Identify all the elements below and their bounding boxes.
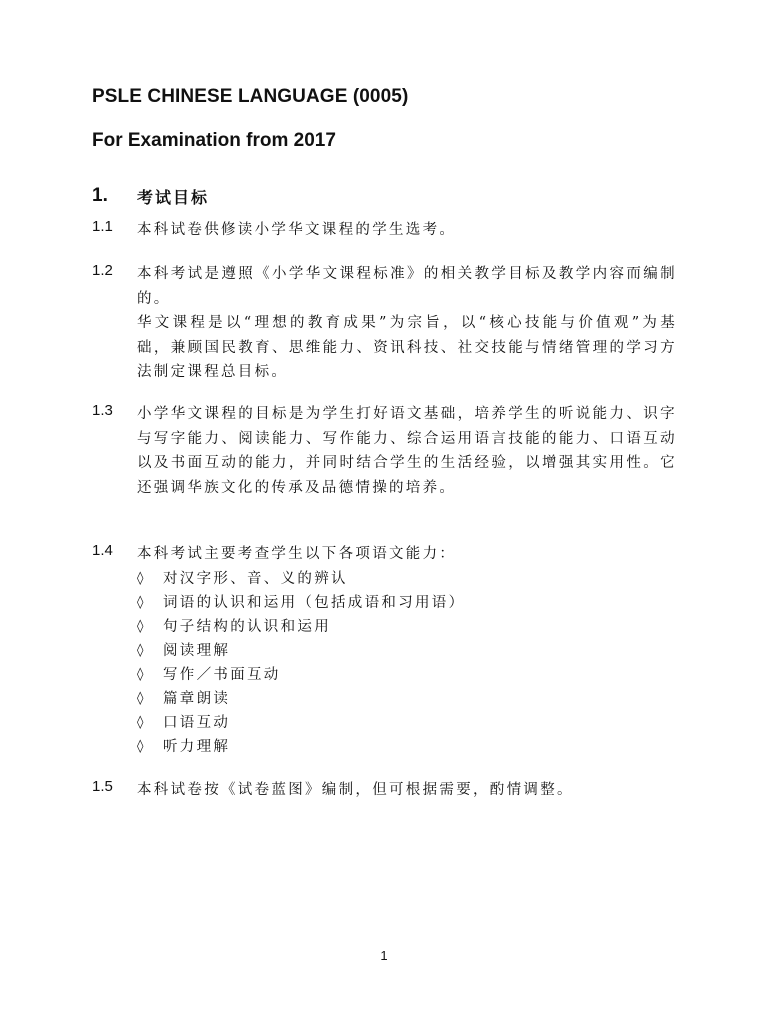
item-paragraph: 本科考试是遵照《小学华文课程标准》的相关教学目标及教学内容而编制的。 [137,266,677,307]
item-paragraph: 小学华文课程的目标是为学生打好语文基础，培养学生的听说能力、识字与写字能力、阅读能力、写作能力、综合运用语言技能的能力、口语互动以及书面互动的能力，并同时结合学生的生活经验，以增强其实用性。它还强调华族文化的传承及品德情操的培养。 [137,406,677,496]
list-item: ◊ 词语的认识和运用（包括成语和习用语） [137,591,677,615]
diamond-bullet-icon: ◊ [137,666,144,682]
item-number: 1.2 [92,262,113,279]
item-body [137,262,677,385]
diamond-bullet-icon: ◊ [137,594,144,610]
item-number: 1.3 [92,402,113,419]
item-intro: 本科考试主要考查学生以下各项语文能力： [137,546,457,562]
item-number: 1.5 [92,778,113,795]
diamond-bullet-icon: ◊ [137,738,144,754]
list-item: ◊ 句子结构的认识和运用 [137,615,677,639]
item-body [137,218,677,243]
diamond-bullet-icon: ◊ [137,714,144,730]
list-item: ◊ 口语互动 [137,711,677,735]
page-number: 1 [380,948,388,963]
section-title: 考试目标 [137,188,210,207]
item-paragraph: 华文课程是以“理想的教育成果”为宗旨，以“核心技能与价值观”为基础，兼顾国民教育、思维能力、资讯科技、社交技能与情绪管理的学习方法制定课程总目标。 [137,315,677,380]
diamond-bullet-icon: ◊ [137,642,144,658]
diamond-bullet-icon: ◊ [137,690,144,706]
document-subtitle: For Examination from 2017 [92,130,336,151]
list-item: ◊ 阅读理解 [137,639,677,663]
item-body [137,402,677,500]
list-item: ◊ 篇章朗读 [137,687,677,711]
item-number: 1.1 [92,218,113,235]
list-item: ◊ 对汉字形、音、义的辨认 [137,567,677,591]
diamond-bullet-icon: ◊ [137,570,144,586]
section-number: 1. [92,185,108,206]
document-title: PSLE CHINESE LANGUAGE (0005) [92,86,409,107]
diamond-bullet-icon: ◊ [137,618,144,634]
item-number: 1.4 [92,542,113,559]
item-paragraph: 本科试卷供修读小学华文课程的学生选考。 [137,222,457,238]
list-item: ◊ 听力理解 [137,735,677,759]
section-heading [92,185,652,213]
ability-list [137,567,677,759]
item-body [137,778,677,803]
list-item: ◊ 写作／书面互动 [137,663,677,687]
item-paragraph: 本科试卷按《试卷蓝图》编制，但可根据需要，酌情调整。 [137,782,574,798]
item-body [137,542,677,759]
